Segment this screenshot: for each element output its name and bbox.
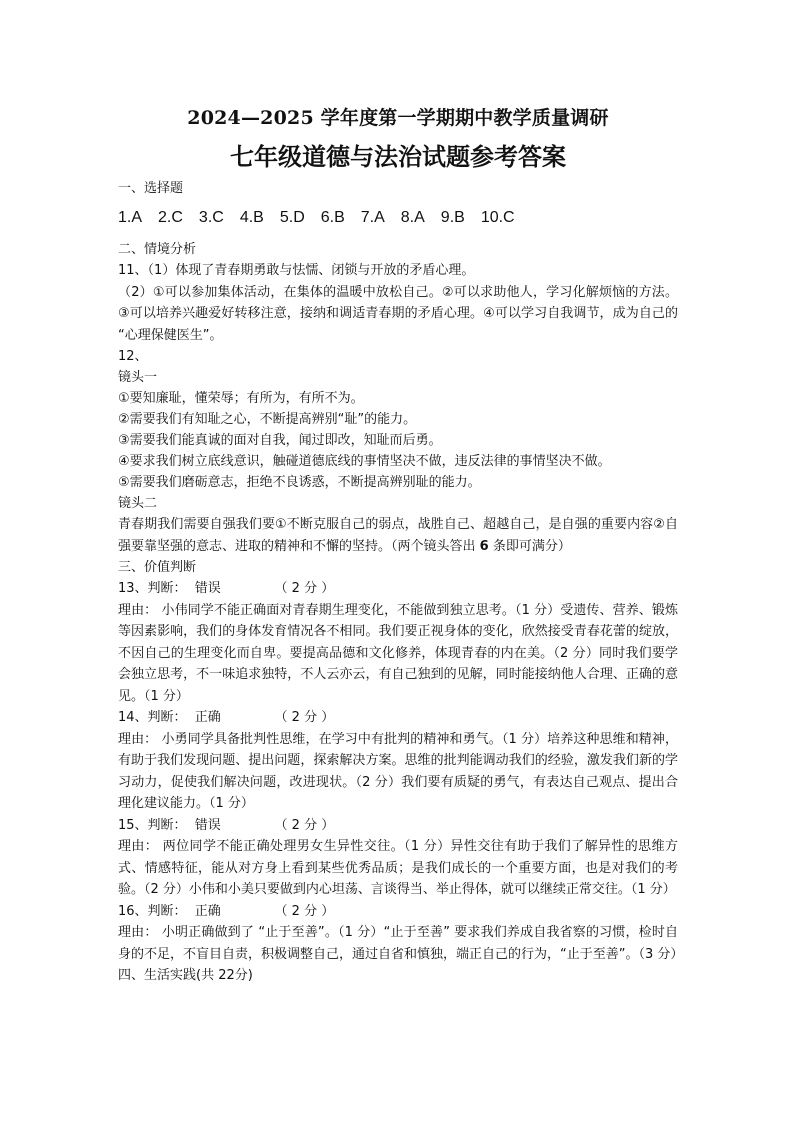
section-heading-scenario: 二、情境分析 bbox=[118, 242, 197, 257]
section-heading-judgement: 三、价值判断 bbox=[118, 560, 197, 575]
q12-label: 12、 bbox=[118, 349, 148, 364]
q13-judge: 13、判断： 错误 （ 2 分 ） bbox=[118, 581, 335, 596]
answer-3: 3.C bbox=[198, 209, 224, 226]
answer-5: 5.D bbox=[279, 209, 305, 226]
lens2-label: 镜头二 bbox=[118, 496, 158, 511]
q14-reason: 理由： 小勇同学具备批判性思维，在学习中有批判的精神和勇气。（1 分）培养这种思维和精神，有助于我们发现问题、提出问题，探索解决方案。思维的批判能调动我们的经验，激发我们新的学习动力，促使我们解决问题，改进现状。（2 分）我们要有质疑的勇气，有表达自己观点、提出合理化建议能力。（1 分） bbox=[118, 731, 678, 811]
answer-9: 9.B bbox=[440, 209, 465, 226]
answer-sheet bbox=[118, 100, 684, 986]
lens1-label: 镜头一 bbox=[118, 370, 158, 385]
lens1-item: ③需要我们能真诚的面对自我，闻过即改，知耻而后勇。 bbox=[118, 433, 442, 448]
q16-reason: 理由： 小明正确做到了 “止于至善”。（1 分）“止于至善” 要求我们养成自我省察的习惯，检时自身的不足，不盲目自责，积极调整自己，通过自省和慎独，端正自己的行为，“止于至善”。（3 分） bbox=[118, 925, 684, 962]
q15-judge: 15、判断： 错误 （ 2 分 ） bbox=[118, 817, 335, 833]
lens2-text-a: 青春期我们需要自强我们要①不断克服自己的弱点，战胜自己、超越自己，是自强的重要内容②自强要靠坚强的意志、进取的精神和不懈的坚持。（两个镜头答出 bbox=[118, 517, 678, 554]
answer-4: 4.B bbox=[239, 209, 264, 226]
answer-2: 2.C bbox=[158, 209, 183, 226]
answer-7: 7.A bbox=[360, 209, 385, 226]
q11-part2: （2）①可以参加集体活动，在集体的温暖中放松自己。②可以求助他人，学习化解烦恼的方法。③可以培养兴趣爱好转移注意，接纳和调适青春期的矛盾心理。④可以学习自我调节，成为自己的 “心理保健医生”。 bbox=[118, 284, 678, 343]
section-heading-practice: 四、生活实践(共 22分) bbox=[118, 968, 253, 983]
exam-title: 2024—2025 学年度第一学期期中教学质量调研 bbox=[187, 107, 609, 129]
answer-1: 1.A bbox=[118, 209, 143, 226]
q14-judge: 14、判断： 正确 （ 2 分 ） bbox=[118, 710, 335, 725]
lens1-item: ②需要我们有知耻之心，不断提高辨别“耻”的能力。 bbox=[118, 412, 417, 427]
q15-reason: 理由： 两位同学不能正确处理男女生异性交往。（1 分）异性交往有助于我们了解异性的思维方式、情感特征，能从对方身上看到某些优秀品质；是我们成长的一个重要方面，也是对我们的考验。（2 分）小伟和小美只要做到内心坦荡、言谈得当、举止得体，就可以继续正常交往。（1 分） bbox=[118, 839, 678, 897]
lens1-item: ④要求我们树立底线意识，触碰道德底线的事情坚决不做，违反法律的事情坚决不做。 bbox=[118, 454, 611, 469]
q13-reason: 理由： 小伟同学不能正确面对青春期生理变化，不能做到独立思考。（1 分）受遗传、营养、锻炼等因素影响，我们的身体发育情况各不相同。我们要正视身体的变化，欣然接受青春花蕾的绽放，不因自己的生理变化而自卑。要提高品德和文化修养，体现青春的内在美。（2 分）同时我们要学会独立思考，不一味追求独特，不人云亦云，有自己独到的见解，同时能接纳他人合理、正确的意见。（1 分） bbox=[118, 602, 678, 704]
lens1-item: ⑤需要我们磨砺意志，拒绝不良诱惑，不断提高辨别耻的能力。 bbox=[118, 475, 481, 490]
answer-8: 8.A bbox=[400, 209, 425, 226]
answer-10: 10.C bbox=[480, 209, 515, 226]
q16-judge: 16、判断： 正确 （ 2 分 ） bbox=[118, 903, 335, 919]
lens2-text bbox=[118, 514, 678, 557]
choice-answers bbox=[118, 203, 678, 233]
section-heading-choice: 一、选择题 bbox=[118, 181, 184, 196]
lens2-text-b: 条即可满分） bbox=[488, 538, 571, 554]
q11-part1: 11、（1）体现了青春期勇敢与怯懦、闭锁与开放的矛盾心理。 bbox=[118, 263, 475, 278]
exam-subtitle: 七年级道德与法治试题参考答案 bbox=[230, 142, 566, 171]
lens1-item: ①要知廉耻，懂荣辱；有所为，有所不为。 bbox=[118, 391, 364, 406]
answer-6: 6.B bbox=[320, 209, 345, 226]
lens2-count: 6 bbox=[479, 538, 489, 554]
